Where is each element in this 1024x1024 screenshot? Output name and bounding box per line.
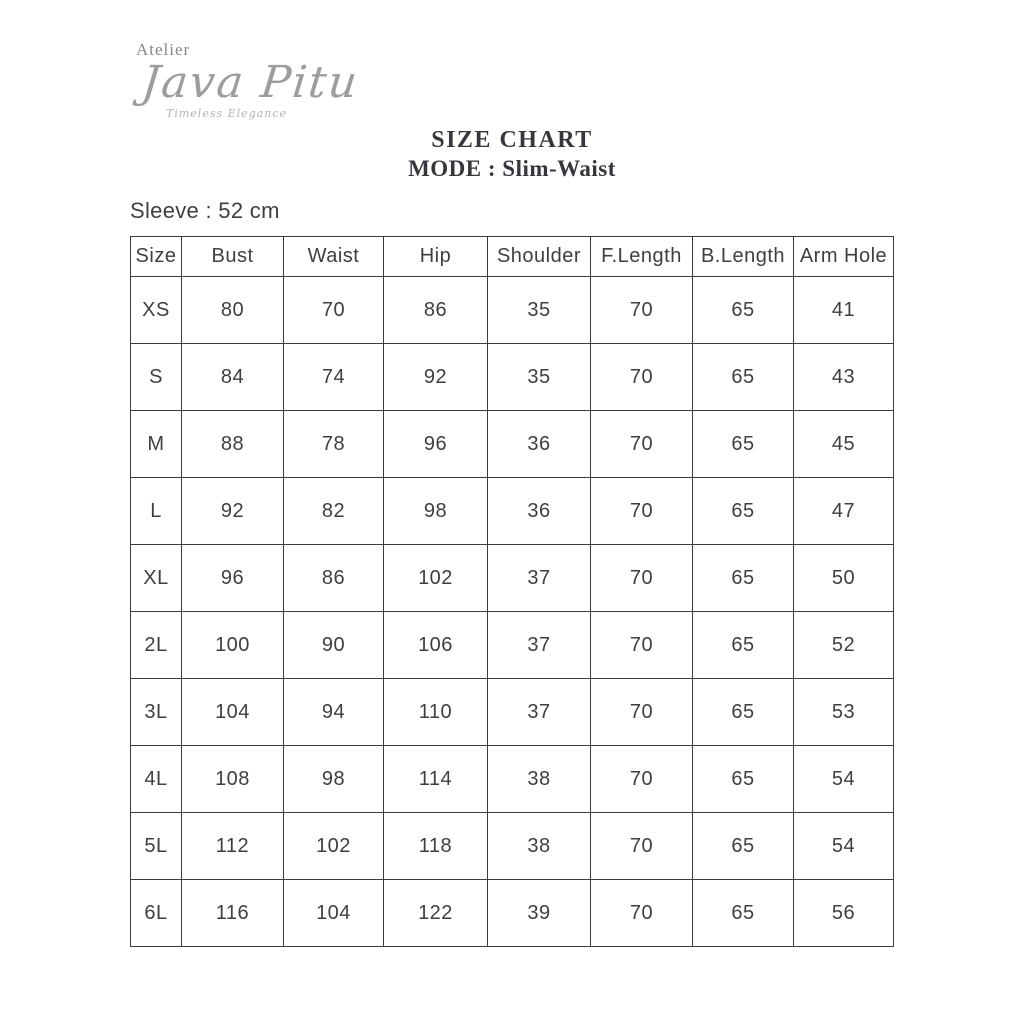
measurement-cell: 65 xyxy=(693,679,794,746)
table-row-l xyxy=(131,478,894,545)
brand-tagline: Timeless Elegance xyxy=(166,107,288,121)
measurement-cell: 70 xyxy=(591,478,693,545)
column-header-hip: Hip xyxy=(384,237,488,277)
table-header-row xyxy=(131,237,894,277)
measurement-cell: 36 xyxy=(488,411,591,478)
column-header-arm-hole: Arm Hole xyxy=(794,237,894,277)
measurement-cell: 37 xyxy=(488,679,591,746)
table-row-6l xyxy=(131,880,894,947)
measurement-cell: 50 xyxy=(794,545,894,612)
measurement-cell: 70 xyxy=(591,746,693,813)
measurement-cell: 41 xyxy=(794,277,894,344)
measurement-cell: 35 xyxy=(488,277,591,344)
measurement-cell: 65 xyxy=(693,612,794,679)
size-label-cell: L xyxy=(131,478,182,545)
measurement-cell: 65 xyxy=(693,880,794,947)
size-label-cell: 3L xyxy=(131,679,182,746)
measurement-cell: 88 xyxy=(182,411,284,478)
measurement-cell: 104 xyxy=(284,880,384,947)
measurement-cell: 43 xyxy=(794,344,894,411)
measurement-cell: 70 xyxy=(591,411,693,478)
measurement-cell: 114 xyxy=(384,746,488,813)
brand-name-script: Java Pitu xyxy=(139,57,362,108)
size-label-cell: 6L xyxy=(131,880,182,947)
measurement-cell: 118 xyxy=(384,813,488,880)
measurement-cell: 65 xyxy=(693,411,794,478)
measurement-cell: 112 xyxy=(182,813,284,880)
page-subtitle: MODE : Slim-Waist xyxy=(408,155,616,181)
measurement-cell: 47 xyxy=(794,478,894,545)
column-header-bust: Bust xyxy=(182,237,284,277)
measurement-cell: 70 xyxy=(591,277,693,344)
measurement-cell: 100 xyxy=(182,612,284,679)
measurement-cell: 56 xyxy=(794,880,894,947)
measurement-cell: 39 xyxy=(488,880,591,947)
page-title: SIZE CHART xyxy=(431,127,593,153)
size-table-wrap xyxy=(130,236,894,947)
measurement-cell: 70 xyxy=(591,813,693,880)
column-header-size: Size xyxy=(131,237,182,277)
measurement-cell: 110 xyxy=(384,679,488,746)
table-row-4l xyxy=(131,746,894,813)
measurement-cell: 35 xyxy=(488,344,591,411)
measurement-cell: 86 xyxy=(284,545,384,612)
table-row-2l xyxy=(131,612,894,679)
measurement-cell: 65 xyxy=(693,344,794,411)
title-block xyxy=(0,126,1024,184)
table-row-s xyxy=(131,344,894,411)
measurement-cell: 70 xyxy=(284,277,384,344)
measurement-cell: 45 xyxy=(794,411,894,478)
measurement-cell: 78 xyxy=(284,411,384,478)
measurement-cell: 74 xyxy=(284,344,384,411)
brand-name-top: Atelier xyxy=(136,40,191,59)
measurement-cell: 37 xyxy=(488,612,591,679)
table-row-m xyxy=(131,411,894,478)
table-row-3l xyxy=(131,679,894,746)
measurement-cell: 96 xyxy=(182,545,284,612)
table-row-xs xyxy=(131,277,894,344)
measurement-cell: 94 xyxy=(284,679,384,746)
measurement-cell: 80 xyxy=(182,277,284,344)
column-header-f-length: F.Length xyxy=(591,237,693,277)
measurement-cell: 65 xyxy=(693,746,794,813)
measurement-cell: 70 xyxy=(591,880,693,947)
measurement-cell: 96 xyxy=(384,411,488,478)
measurement-cell: 38 xyxy=(488,813,591,880)
measurement-cell: 84 xyxy=(182,344,284,411)
measurement-cell: 102 xyxy=(384,545,488,612)
size-label-cell: 5L xyxy=(131,813,182,880)
size-label-cell: 4L xyxy=(131,746,182,813)
measurement-cell: 104 xyxy=(182,679,284,746)
measurement-cell: 102 xyxy=(284,813,384,880)
measurement-cell: 70 xyxy=(591,545,693,612)
measurement-cell: 54 xyxy=(794,746,894,813)
measurement-cell: 54 xyxy=(794,813,894,880)
column-header-b-length: B.Length xyxy=(693,237,794,277)
measurement-cell: 65 xyxy=(693,813,794,880)
measurement-cell: 98 xyxy=(284,746,384,813)
measurement-cell: 98 xyxy=(384,478,488,545)
measurement-cell: 65 xyxy=(693,478,794,545)
measurement-cell: 65 xyxy=(693,545,794,612)
measurement-cell: 82 xyxy=(284,478,384,545)
measurement-cell: 36 xyxy=(488,478,591,545)
column-header-shoulder: Shoulder xyxy=(488,237,591,277)
column-header-waist: Waist xyxy=(284,237,384,277)
measurement-cell: 86 xyxy=(384,277,488,344)
brand-logo xyxy=(136,40,362,121)
measurement-cell: 90 xyxy=(284,612,384,679)
table-row-xl xyxy=(131,545,894,612)
measurement-cell: 70 xyxy=(591,679,693,746)
measurement-cell: 37 xyxy=(488,545,591,612)
size-chart-table xyxy=(130,236,894,947)
measurement-cell: 53 xyxy=(794,679,894,746)
measurement-cell: 116 xyxy=(182,880,284,947)
measurement-cell: 52 xyxy=(794,612,894,679)
size-label-cell: XL xyxy=(131,545,182,612)
measurement-cell: 122 xyxy=(384,880,488,947)
measurement-cell: 92 xyxy=(384,344,488,411)
size-label-cell: M xyxy=(131,411,182,478)
measurement-cell: 38 xyxy=(488,746,591,813)
measurement-cell: 108 xyxy=(182,746,284,813)
measurement-cell: 106 xyxy=(384,612,488,679)
measurement-cell: 70 xyxy=(591,612,693,679)
sleeve-note: Sleeve : 52 cm xyxy=(130,198,280,223)
measurement-cell: 92 xyxy=(182,478,284,545)
measurement-cell: 65 xyxy=(693,277,794,344)
measurement-cell: 70 xyxy=(591,344,693,411)
table-row-5l xyxy=(131,813,894,880)
size-label-cell: S xyxy=(131,344,182,411)
size-label-cell: 2L xyxy=(131,612,182,679)
size-label-cell: XS xyxy=(131,277,182,344)
